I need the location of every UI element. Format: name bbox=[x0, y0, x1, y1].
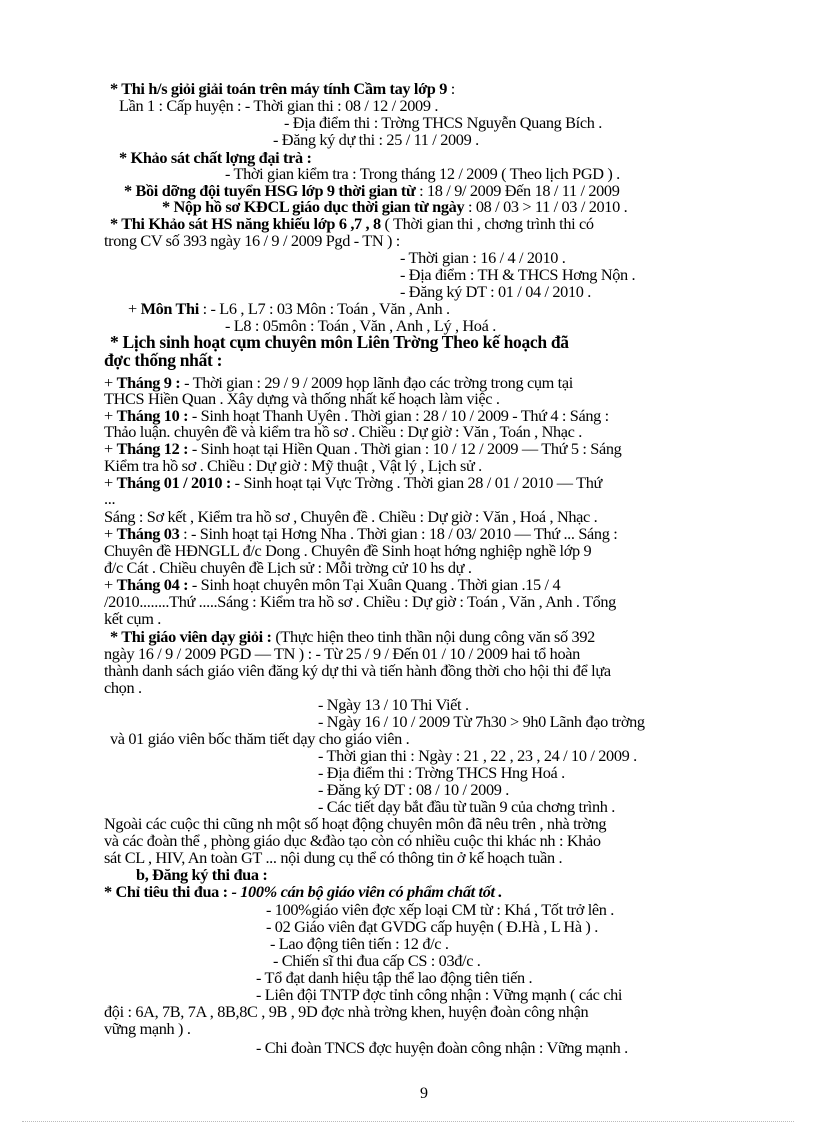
body-text: vững mạnh ) . bbox=[104, 1019, 191, 1038]
emphasis-text: đợc thống nhất : bbox=[104, 350, 223, 370]
body-text: - Sinh hoạt tại Vực Trờng . Thời gian 28 / 01 / 2010 — Thứ bbox=[230, 473, 602, 492]
body-text: trong CV số 393 ngày 16 / 9 / 2009 Pgd - TN ) : bbox=[104, 231, 400, 250]
body-text: - Tổ đạt danh hiệu tập thể lao động tiên tiến . bbox=[256, 968, 533, 987]
emphasis-text: * Thi Khảo sát HS năng khiếu lớp 6 ,7 , 8 bbox=[110, 214, 381, 233]
emphasis-text: Tháng 10 : bbox=[116, 406, 189, 425]
body-text: - Thời gian : 29 / 9 / 2009 họp lãnh đạo các trờng trong cụm tại bbox=[180, 373, 573, 392]
text-line bbox=[104, 474, 602, 491]
text-line bbox=[104, 390, 500, 407]
page-bottom-divider bbox=[22, 1121, 794, 1122]
body-text: Sáng : Sơ kết , Kiểm tra hồ sơ , Chuyên đề . Chiều : Dự giờ : Văn , Hoá , Nhạc . bbox=[104, 507, 598, 526]
body-text: ... bbox=[104, 489, 116, 508]
body-text: Thảo luận. chuyên đề và kiểm tra hồ sơ . Chiều : Dự giờ : Văn , Toán , Nhạc . bbox=[104, 422, 582, 441]
body-text: - Địa điểm : TH & THCS Hơng Nộn . bbox=[400, 265, 636, 284]
body-text: Lần 1 : Cấp huyện : - Thời gian thi : 08 / 12 / 2009 . bbox=[119, 96, 439, 115]
body-text: và 01 giáo viên bốc thăm tiết dạy cho giáo viên . bbox=[110, 729, 410, 748]
text-line bbox=[162, 198, 627, 215]
body-text: đ/c Cát . Chiều chuyên đề Lịch sử : Mỗi trờng cử 10 hs dự . bbox=[104, 558, 472, 577]
section-heading bbox=[110, 334, 569, 351]
text-line bbox=[104, 832, 601, 849]
body-text: - Đăng ký dự thi : 25 / 11 / 2009 . bbox=[273, 130, 479, 149]
body-text: : - L6 , L7 : 03 Môn : Toán , Văn , Anh . bbox=[198, 299, 450, 318]
text-line bbox=[104, 662, 611, 679]
text-line bbox=[284, 114, 602, 131]
body-text: - 02 Giáo viên đạt GVDG cấp huyện ( Đ.Hà , L Hà ) . bbox=[266, 917, 598, 936]
body-text: - Thời gian kiểm tra : Trong tháng 12 / 2009 ( Theo lịch PGD ) . bbox=[225, 164, 620, 183]
emphasis-text: * Lịch sinh hoạt cụm chuyên môn Liên Trờng Theo kế hoạch đã bbox=[110, 332, 569, 352]
body-text: - Thời gian : 16 / 4 / 2010 . bbox=[400, 248, 566, 267]
section-heading bbox=[136, 866, 267, 883]
text-line bbox=[400, 249, 566, 266]
emphasis-text: * Chỉ tiêu thi đua : bbox=[104, 882, 228, 901]
body-text: kết cụm . bbox=[104, 609, 161, 628]
emphasis-text: * Khảo sát chất lợng đại trà : bbox=[119, 148, 312, 167]
text-line bbox=[104, 525, 617, 542]
body-text: - Đăng ký DT : 01 / 04 / 2010 . bbox=[400, 282, 591, 301]
text-line bbox=[104, 610, 161, 627]
text-line bbox=[273, 131, 479, 148]
text-line bbox=[266, 918, 598, 935]
text-line bbox=[104, 593, 616, 610]
body-text: + bbox=[104, 373, 117, 392]
body-text: - Ngày 13 / 10 Thi Viết . bbox=[318, 695, 469, 714]
text-line bbox=[110, 215, 594, 232]
text-line bbox=[318, 713, 645, 730]
body-text: + bbox=[104, 439, 117, 458]
text-line bbox=[318, 747, 637, 764]
body-text: : 18 / 9/ 2009 Đến 18 / 11 / 2009 bbox=[415, 181, 620, 200]
body-text: (Thực hiện theo tinh thần nội dung công văn số 392 bbox=[271, 627, 595, 646]
text-line bbox=[104, 490, 115, 507]
body-text: - Địa điểm thi : Trờng THCS Hng Hoá . bbox=[318, 763, 565, 782]
text-line bbox=[318, 696, 469, 713]
emphasis-text: Tháng 01 / 2010 : bbox=[116, 473, 231, 492]
body-text: + bbox=[104, 406, 117, 425]
emphasis-text: - 100% cán bộ giáo viên có phẩm chất tốt . bbox=[231, 882, 503, 901]
body-text: - Sinh hoạt tại Hiền Quan . Thời gian : 10 / 12 / 2009 — Thứ 5 : Sáng bbox=[188, 439, 622, 458]
body-text: + bbox=[104, 524, 117, 543]
text-line bbox=[104, 423, 582, 440]
body-text: - Liên đội TNTP đợc tỉnh công nhận : Vững mạnh ( các chi bbox=[256, 985, 623, 1004]
body-text: thành danh sách giáo viên đăng ký dự thi và tiến hành đồng thời cho hội thi để lựa bbox=[104, 661, 611, 680]
text-line bbox=[318, 798, 615, 815]
text-line bbox=[104, 232, 400, 249]
body-text: - Sinh hoạt chuyên môn Tại Xuân Quang . Thời gian .15 / 4 bbox=[188, 575, 561, 594]
text-line bbox=[104, 883, 502, 900]
text-line bbox=[270, 935, 449, 952]
body-text: - Chiến sĩ thi đua cấp CS : 03đ/c . bbox=[273, 951, 481, 970]
body-text: - Các tiết dạy bắt đầu từ tuần 9 của chơng trình . bbox=[318, 797, 615, 816]
body-text: + bbox=[128, 299, 141, 318]
text-line bbox=[266, 901, 614, 918]
body-text: Ngoài các cuộc thi cũng nh một số hoạt động chuyên môn đã nêu trên , nhà trờng bbox=[104, 814, 607, 833]
text-line bbox=[104, 1020, 191, 1037]
emphasis-text: Môn Thi bbox=[140, 299, 199, 318]
page-number: 9 bbox=[420, 1085, 428, 1102]
text-line bbox=[104, 508, 597, 525]
body-text: - Chi đoàn TNCS đợc huyện đoàn công nhận : Vững mạnh . bbox=[256, 1038, 628, 1057]
text-line bbox=[110, 80, 455, 97]
text-line bbox=[318, 764, 565, 781]
text-line bbox=[110, 730, 409, 747]
emphasis-text: Tháng 04 : bbox=[116, 575, 189, 594]
text-line bbox=[104, 679, 142, 696]
body-text: và các đoàn thể , phòng giáo dục &đào tạo còn có nhiều cuộc thi khác nh : Khảo bbox=[104, 831, 601, 850]
text-line bbox=[104, 849, 562, 866]
text-line bbox=[256, 986, 622, 1003]
text-line bbox=[104, 815, 606, 832]
body-text: chọn . bbox=[104, 678, 142, 697]
body-text: : 08 / 03 > 11 / 03 / 2010 . bbox=[464, 197, 628, 216]
body-text: - Ngày 16 / 10 / 2009 Từ 7h30 > 9h0 Lãnh đạo trờng bbox=[318, 712, 645, 731]
text-line bbox=[104, 440, 621, 457]
text-line bbox=[104, 1003, 588, 1020]
body-text: - Đăng ký DT : 08 / 10 / 2009 . bbox=[318, 780, 509, 799]
body-text: + bbox=[104, 473, 117, 492]
text-line bbox=[128, 300, 450, 317]
body-text: - Địa điểm thi : Trờng THCS Nguyễn Quang Bích . bbox=[284, 113, 602, 132]
text-line bbox=[104, 457, 482, 474]
body-text: - 100%giáo viên đợc xếp loại CM từ : Khá , Tốt trở lên . bbox=[266, 900, 614, 919]
text-line bbox=[273, 952, 481, 969]
text-line bbox=[400, 283, 591, 300]
body-text: đội : 6A, 7B, 7A , 8B,8C , 9B , 9D đợc nhà trờng khen, huyện đoàn công nhận bbox=[104, 1002, 589, 1021]
emphasis-text: * Bồi dỡng đội tuyển HSG lớp 9 thời gian từ bbox=[124, 181, 416, 200]
body-text: /2010........Thứ .....Sáng : Kiểm tra hồ sơ . Chiều : Dự giờ : Toán , Văn , Anh . Tổng bbox=[104, 592, 616, 611]
text-line bbox=[318, 781, 509, 798]
text-line bbox=[104, 645, 580, 662]
text-line bbox=[104, 542, 591, 559]
body-text: : - Sinh hoạt tại Hơng Nha . Thời gian : 18 / 03/ 2010 — Thứ ... Sáng : bbox=[179, 524, 618, 543]
emphasis-text: b, Đăng ký thi đua : bbox=[136, 865, 268, 884]
text-line bbox=[104, 559, 472, 576]
body-text: ngày 16 / 9 / 2009 PGD — TN ) : - Từ 25 / 9 / Đến 01 / 10 / 2009 hai tổ hoàn bbox=[104, 644, 580, 663]
body-text: ( Thời gian thi , chơng trình thi có bbox=[380, 214, 594, 233]
body-text: - Sinh hoạt Thanh Uyên . Thời gian : 28 / 10 / 2009 - Thứ 4 : Sáng : bbox=[188, 406, 609, 425]
emphasis-text: Tháng 03 bbox=[116, 524, 180, 543]
text-line bbox=[119, 97, 438, 114]
body-text: THCS Hiền Quan . Xây dựng và thống nhất kế hoạch làm việc . bbox=[104, 389, 500, 408]
emphasis-text: * Thi h/s giỏi giải toán trên máy tính Cầm tay lớp 9 bbox=[110, 79, 447, 98]
emphasis-text: * Thi giáo viên dạy giỏi : bbox=[110, 627, 272, 646]
body-text: Chuyên đề HĐNGLL đ/c Dong . Chuyên đề Sinh hoạt hớng nghiệp nghề lớp 9 bbox=[104, 541, 592, 560]
body-text: - L8 : 05môn : Toán , Văn , Anh , Lý , Hoá . bbox=[225, 316, 496, 335]
text-line bbox=[256, 969, 532, 986]
emphasis-text: Tháng 12 : bbox=[116, 439, 189, 458]
text-line bbox=[225, 165, 620, 182]
emphasis-text: Tháng 9 : bbox=[116, 373, 181, 392]
text-line bbox=[256, 1039, 628, 1056]
body-text: Kiểm tra hồ sơ . Chiều : Dự giờ : Mỹ thuật , Vật lý , Lịch sử . bbox=[104, 456, 482, 475]
body-text: + bbox=[104, 575, 117, 594]
body-text: - Lao động tiên tiến : 12 đ/c . bbox=[270, 934, 449, 953]
text-line bbox=[110, 628, 595, 645]
text-line bbox=[104, 576, 560, 593]
text-line bbox=[400, 266, 635, 283]
body-text: - Thời gian thi : Ngày : 21 , 22 , 23 , 24 / 10 / 2009 . bbox=[318, 746, 637, 765]
body-text: : bbox=[446, 79, 455, 98]
emphasis-text: * Nộp hồ sơ KĐCL giáo dục thời gian từ ngày bbox=[162, 197, 465, 216]
body-text: sát CL , HIV, An toàn GT ... nội dung cụ thể có thông tin ở kế hoạch tuần . bbox=[104, 848, 563, 867]
section-heading bbox=[104, 352, 222, 369]
